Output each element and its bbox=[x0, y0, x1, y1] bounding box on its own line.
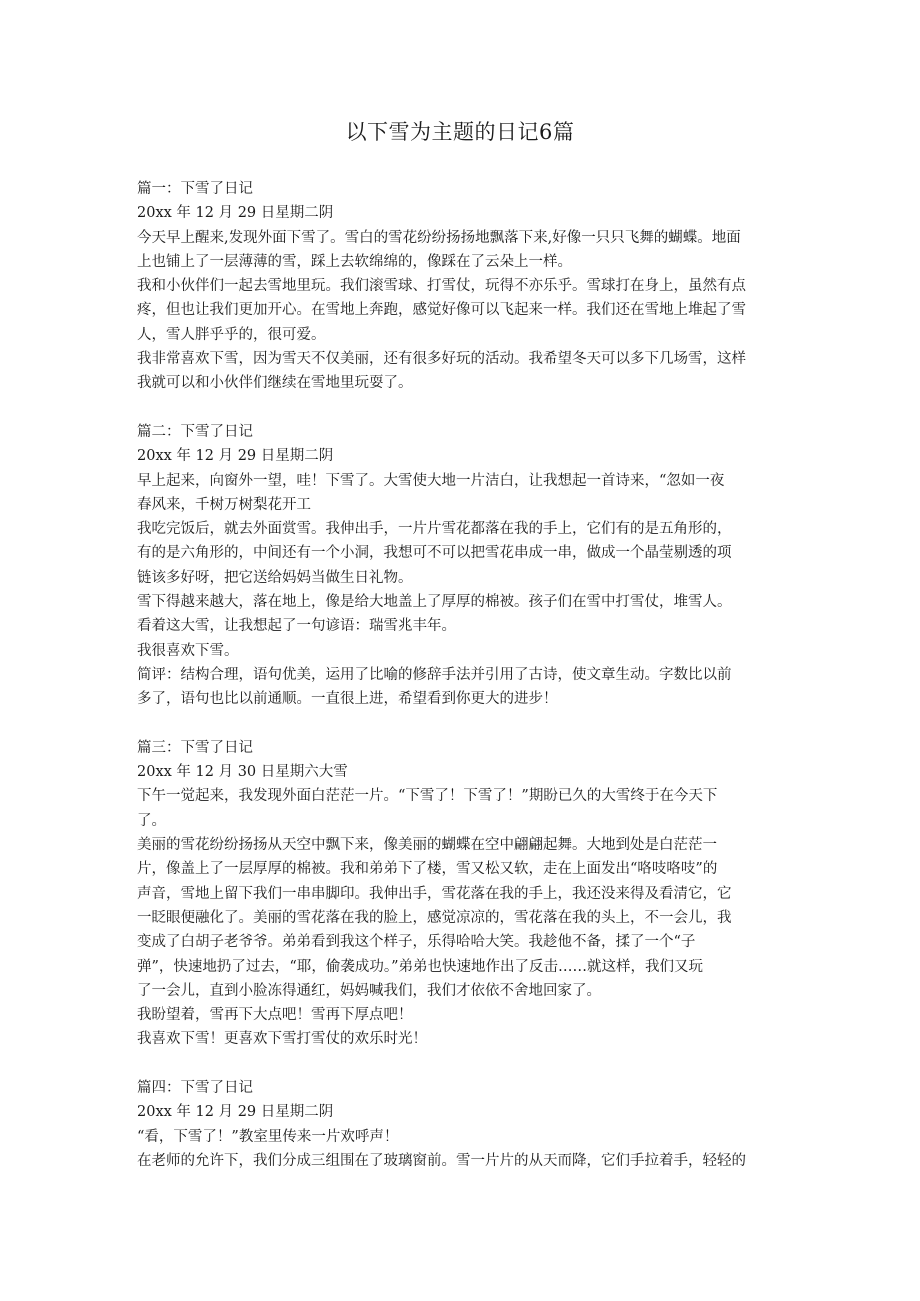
paragraph-line: 我非常喜欢下雪，因为雪天不仅美丽，还有很多好玩的活动。我希望冬天可以多下几场雪，这样 bbox=[137, 351, 746, 368]
paragraph-line: 在老师的允许下，我们分成三组围在了玻璃窗前。雪一片片的从天而降，它们手拉着手，轻轻的 bbox=[137, 1152, 746, 1169]
paragraph-line: 人，雪人胖乎乎的，很可爱。 bbox=[137, 326, 326, 343]
diary-section-2 bbox=[137, 420, 789, 712]
section-date: 20xx 年 12 月 30 日星期六大雪 bbox=[137, 764, 348, 781]
paragraph-line: 声音，雪地上留下我们一串串脚印。我伸出手，雪花落在我的手上，我还没来得及看清它，它 bbox=[137, 885, 732, 902]
paragraph-line: 一眨眼便融化了。美丽的雪花落在我的脸上，感觉凉凉的，雪花落在我的头上，不一会儿，我 bbox=[137, 909, 732, 926]
paragraph-line: 春风来，千树万树梨花开工 bbox=[137, 496, 311, 513]
paragraph-line: 我很喜欢下雪。 bbox=[137, 642, 239, 659]
paragraph-line: 我和小伙伴们一起去雪地里玩。我们滚雪球、打雪仗，玩得不亦乐乎。雪球打在身上，虽然有点 bbox=[137, 278, 746, 295]
diary-section-1 bbox=[137, 177, 789, 396]
section-date: 20xx 年 12 月 29 日星期二阴 bbox=[137, 448, 334, 465]
section-date: 20xx 年 12 月 29 日星期二阴 bbox=[137, 205, 334, 222]
paragraph-line: 我就可以和小伙伴们继续在雪地里玩耍了。 bbox=[137, 375, 413, 392]
paragraph-line: 上也铺上了一层薄薄的雪，踩上去软绵绵的，像踩在了云朵上一样。 bbox=[137, 253, 572, 270]
section-heading: 篇二：下雪了日记 bbox=[137, 423, 253, 440]
paragraph-line: 片，像盖上了一层厚厚的棉被。我和弟弟下了楼，雪又松又软，走在上面发出“咯吱咯吱”的 bbox=[137, 861, 718, 878]
diary-section-3 bbox=[137, 736, 789, 1052]
paragraph-line: 变成了白胡子老爷爷。弟弟看到我这个样子，乐得哈哈大笑。我趁他不备，揉了一个“子 bbox=[137, 934, 696, 951]
paragraph-line: 疼，但也让我们更加开心。在雪地上奔跑，感觉好像可以飞起来一样。我们还在雪地上堆起了雪 bbox=[137, 302, 746, 319]
paragraph-line: 有的是六角形的，中间还有一个小洞，我想可不可以把雪花串成一串，做成一个晶莹剔透的项 bbox=[137, 545, 732, 562]
paragraph-line: 美丽的雪花纷纷扬扬从天空中飘下来，像美丽的蝴蝶在空中翩翩起舞。大地到处是白茫茫一 bbox=[137, 837, 717, 854]
document-title: 以下雪为主题的日记6篇 bbox=[345, 120, 575, 144]
paragraph-line: 我吃完饭后，就去外面赏雪。我伸出手，一片片雪花都落在我的手上，它们有的是五角形的， bbox=[137, 521, 732, 538]
section-date: 20xx 年 12 月 29 日星期二阴 bbox=[137, 1104, 334, 1121]
paragraph-line: “看，下雪了！”教室里传来一片欢呼声！ bbox=[137, 1128, 399, 1145]
paragraph-line: 早上起来，向窗外一望，哇！下雪了。大雪使大地一片洁白，让我想起一首诗来，“忽如一夜 bbox=[137, 472, 725, 489]
paragraph-line: 简评：结构合理，语句优美，运用了比喻的修辞手法并引用了古诗，使文章生动。字数比以前 bbox=[137, 666, 732, 683]
section-heading: 篇一：下雪了日记 bbox=[137, 181, 253, 197]
paragraph-line: 弹”，快速地扔了过去，“耶，偷袭成功。”弟弟也快速地作出了反击……就这样，我们又玩 bbox=[137, 958, 703, 975]
paragraph-line: 我喜欢下雪！更喜欢下雪打雪仗的欢乐时光！ bbox=[137, 1031, 427, 1048]
paragraph-line: 了。 bbox=[137, 812, 166, 829]
section-heading: 篇三：下雪了日记 bbox=[137, 739, 253, 756]
paragraph-line: 下午一觉起来，我发现外面白茫茫一片。“下雪了！下雪了！”期盼已久的大雪终于在今天下 bbox=[137, 788, 718, 805]
paragraph-line: 看着这大雪，让我想起了一句谚语：瑞雪兆丰年。 bbox=[137, 618, 456, 635]
paragraph-line: 今天早上醒来,发现外面下雪了。雪白的雪花纷纷扬扬地飘落下来,好像一只只飞舞的蝴蝶。地面 bbox=[137, 229, 741, 246]
paragraph-line: 多了，语句也比以前通顺。一直很上进，希望看到你更大的进步！ bbox=[137, 691, 558, 708]
section-heading: 篇四：下雪了日记 bbox=[137, 1079, 253, 1096]
diary-section-4 bbox=[137, 1076, 789, 1173]
paragraph-line: 我盼望着，雪再下大点吧！雪再下厚点吧！ bbox=[137, 1007, 413, 1024]
paragraph-line: 链该多好呀，把它送给妈妈当做生日礼物。 bbox=[137, 569, 413, 586]
paragraph-line: 雪下得越来越大，落在地上，像是给大地盖上了厚厚的棉被。孩子们在雪中打雪仗，堆雪人。 bbox=[137, 594, 732, 611]
document-body bbox=[137, 177, 789, 1197]
paragraph-line: 了一会儿，直到小脸冻得通红，妈妈喊我们，我们才依依不舍地回家了。 bbox=[137, 982, 601, 999]
